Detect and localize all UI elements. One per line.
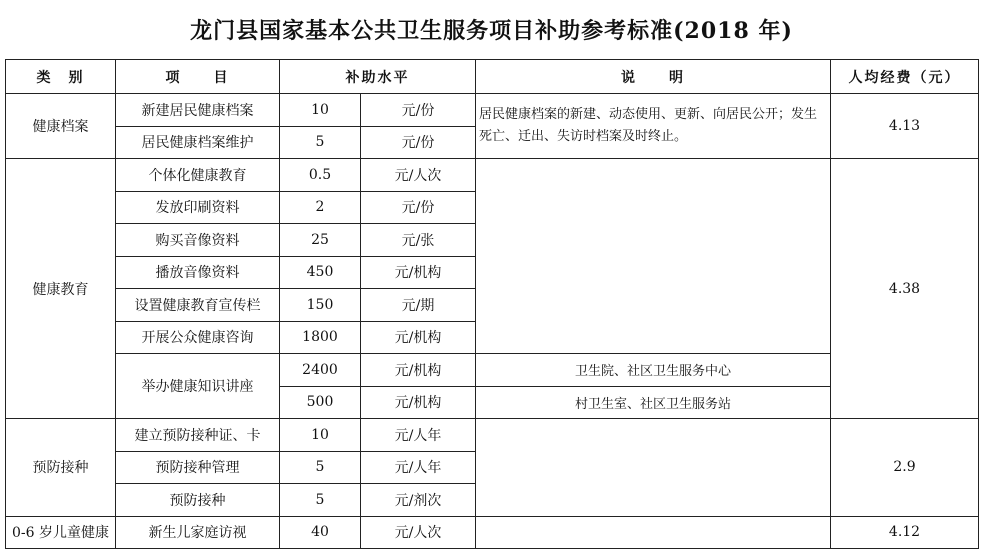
table-row xyxy=(6,516,979,549)
unit-cell: 元/剂次 xyxy=(361,484,476,517)
header-category: 类 别 xyxy=(6,60,116,94)
subsidy-table xyxy=(5,59,979,549)
note-cell: 村卫生室、社区卫生服务站 xyxy=(476,386,831,419)
unit-cell: 元/份 xyxy=(361,94,476,127)
header-item: 项 目 xyxy=(116,60,280,94)
cost-cell: 2.9 xyxy=(831,419,979,517)
item-cell: 购买音像资料 xyxy=(116,224,280,257)
item-cell: 设置健康教育宣传栏 xyxy=(116,289,280,322)
category-cell: 健康档案 xyxy=(6,94,116,159)
unit-cell: 元/机构 xyxy=(361,386,476,419)
amount-cell: 2 xyxy=(280,191,361,224)
category-cell: 预防接种 xyxy=(6,419,116,517)
amount-cell: 5 xyxy=(280,451,361,484)
item-cell: 播放音像资料 xyxy=(116,256,280,289)
unit-cell: 元/人年 xyxy=(361,451,476,484)
amount-cell: 5 xyxy=(280,484,361,517)
category-cell: 健康教育 xyxy=(6,159,116,419)
item-cell: 居民健康档案维护 xyxy=(116,126,280,159)
amount-cell: 1800 xyxy=(280,321,361,354)
document-title: 龙门县国家基本公共卫生服务项目补助参考标准(2018 年) xyxy=(190,18,793,44)
unit-cell: 元/机构 xyxy=(361,354,476,387)
item-cell: 举办健康知识讲座 xyxy=(116,354,280,419)
note-cell: 卫生院、社区卫生服务中心 xyxy=(476,354,831,387)
amount-cell: 25 xyxy=(280,224,361,257)
note-cell-empty xyxy=(476,516,831,549)
header-level: 补助水平 xyxy=(280,60,476,94)
unit-cell: 元/张 xyxy=(361,224,476,257)
amount-cell: 40 xyxy=(280,516,361,549)
item-cell: 个体化健康教育 xyxy=(116,159,280,192)
amount-cell: 10 xyxy=(280,94,361,127)
amount-cell: 450 xyxy=(280,256,361,289)
unit-cell: 元/人年 xyxy=(361,419,476,452)
item-cell: 发放印刷资料 xyxy=(116,191,280,224)
table-row xyxy=(6,159,979,192)
header-cost: 人均经费（元） xyxy=(831,60,979,94)
table-row xyxy=(6,419,979,452)
cost-cell: 4.38 xyxy=(831,159,979,419)
unit-cell: 元/份 xyxy=(361,191,476,224)
note-cell: 居民健康档案的新建、动态使用、更新、向居民公开；发生死亡、迁出、失访时档案及时终止。 xyxy=(476,94,831,159)
item-cell: 预防接种 xyxy=(116,484,280,517)
unit-cell: 元/人次 xyxy=(361,159,476,192)
header-note: 说 明 xyxy=(476,60,831,94)
cost-cell: 4.12 xyxy=(831,516,979,549)
note-cell-empty xyxy=(476,159,831,354)
unit-cell: 元/机构 xyxy=(361,321,476,354)
item-cell: 建立预防接种证、卡 xyxy=(116,419,280,452)
amount-cell: 500 xyxy=(280,386,361,419)
item-cell: 开展公众健康咨询 xyxy=(116,321,280,354)
note-cell-empty xyxy=(476,419,831,517)
amount-cell: 5 xyxy=(280,126,361,159)
cost-cell: 4.13 xyxy=(831,94,979,159)
unit-cell: 元/人次 xyxy=(361,516,476,549)
unit-cell: 元/份 xyxy=(361,126,476,159)
category-cell: 0-6 岁儿童健康 xyxy=(6,516,116,549)
amount-cell: 2400 xyxy=(280,354,361,387)
unit-cell: 元/机构 xyxy=(361,256,476,289)
item-cell: 新建居民健康档案 xyxy=(116,94,280,127)
item-cell: 新生儿家庭访视 xyxy=(116,516,280,549)
amount-cell: 0.5 xyxy=(280,159,361,192)
item-cell: 预防接种管理 xyxy=(116,451,280,484)
table-row xyxy=(6,94,979,127)
header-row xyxy=(6,60,979,94)
unit-cell: 元/期 xyxy=(361,289,476,322)
amount-cell: 150 xyxy=(280,289,361,322)
amount-cell: 10 xyxy=(280,419,361,452)
